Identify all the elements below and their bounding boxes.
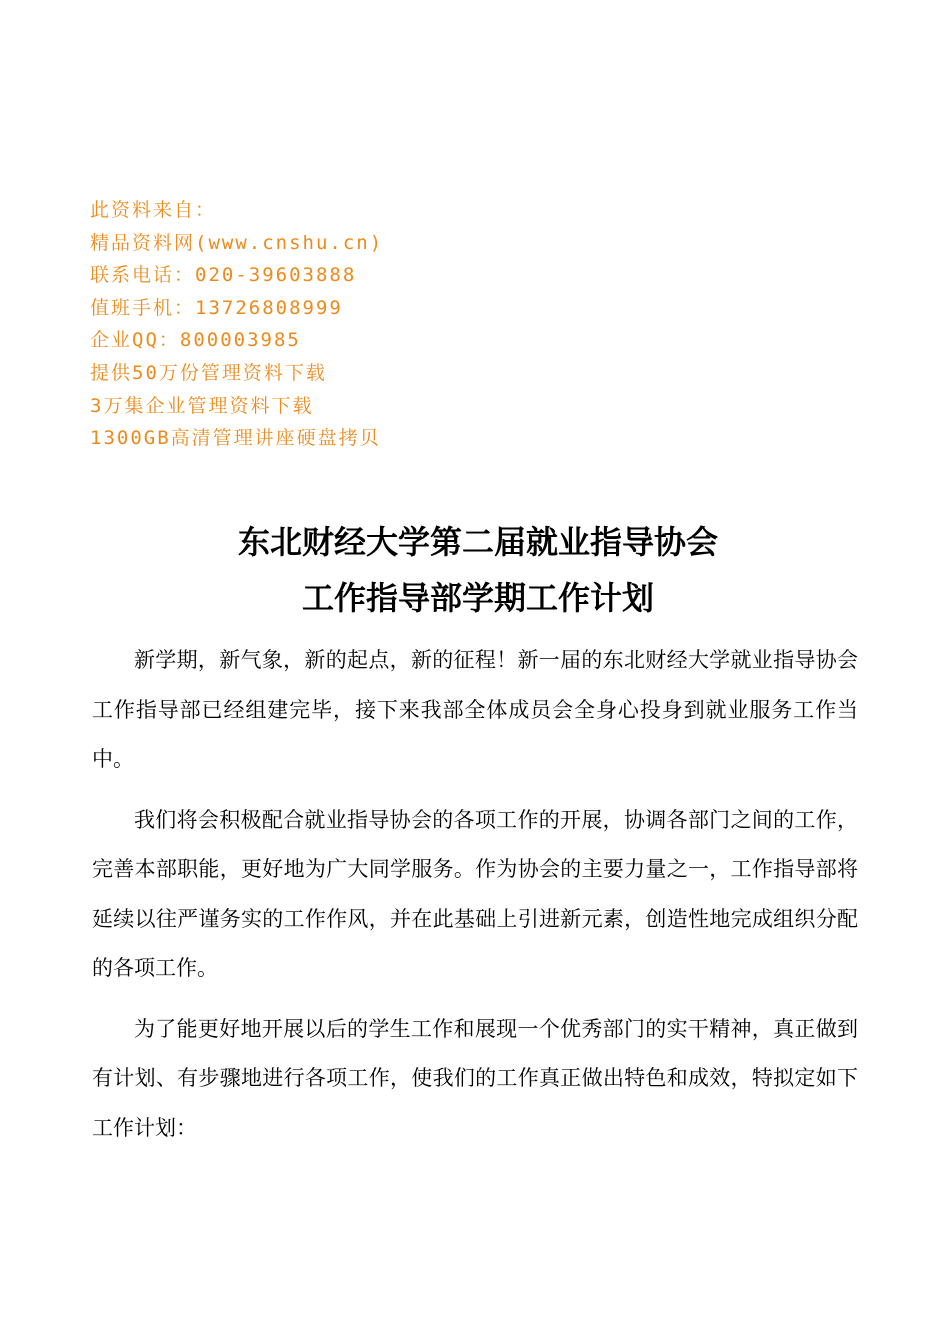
source-line: 此资料来自： bbox=[90, 199, 217, 221]
document-body bbox=[92, 636, 858, 1153]
source-line: 提供50万份管理资料下载 bbox=[90, 361, 327, 384]
source-line: 1300GB高清管理讲座硬盘拷贝 bbox=[90, 427, 381, 450]
source-line: 值班手机：13726808999 bbox=[90, 296, 343, 319]
source-info-block bbox=[90, 194, 590, 455]
body-paragraph: 为了能更好地开展以后的学生工作和展现一个优秀部门的实干精神，真正做到有计划、有步骤地进行各项工作，使我们的工作真正做出特色和成效，特拟定如下工作计划： bbox=[92, 1016, 858, 1140]
source-line: 3万集企业管理资料下载 bbox=[90, 394, 314, 417]
source-line: 精品资料网(www.cnshu.cn) bbox=[90, 231, 384, 254]
body-paragraph: 新学期，新气象，新的起点，新的征程！新一届的东北财经大学就业指导协会工作指导部已经组建完毕，接下来我部全体成员会全身心投身到就业服务工作当中。 bbox=[92, 648, 858, 771]
body-paragraph: 我们将会积极配合就业指导协会的各项工作的开展，协调各部门之间的工作，完善本部职能，更好地为广大同学服务。作为协会的主要力量之一，工作指导部将延续以往严谨务实的工作作风，并在此基础上引进新元素，创造性地完成组织分配的各项工作。 bbox=[92, 807, 858, 980]
title-line-1: 东北财经大学第二届就业指导协会 bbox=[237, 523, 718, 561]
source-line: 联系电话：020-39603888 bbox=[90, 264, 357, 287]
document-title bbox=[0, 514, 950, 626]
source-line: 企业QQ：800003985 bbox=[90, 329, 301, 352]
title-line-2: 工作指导部学期工作计划 bbox=[301, 579, 654, 617]
